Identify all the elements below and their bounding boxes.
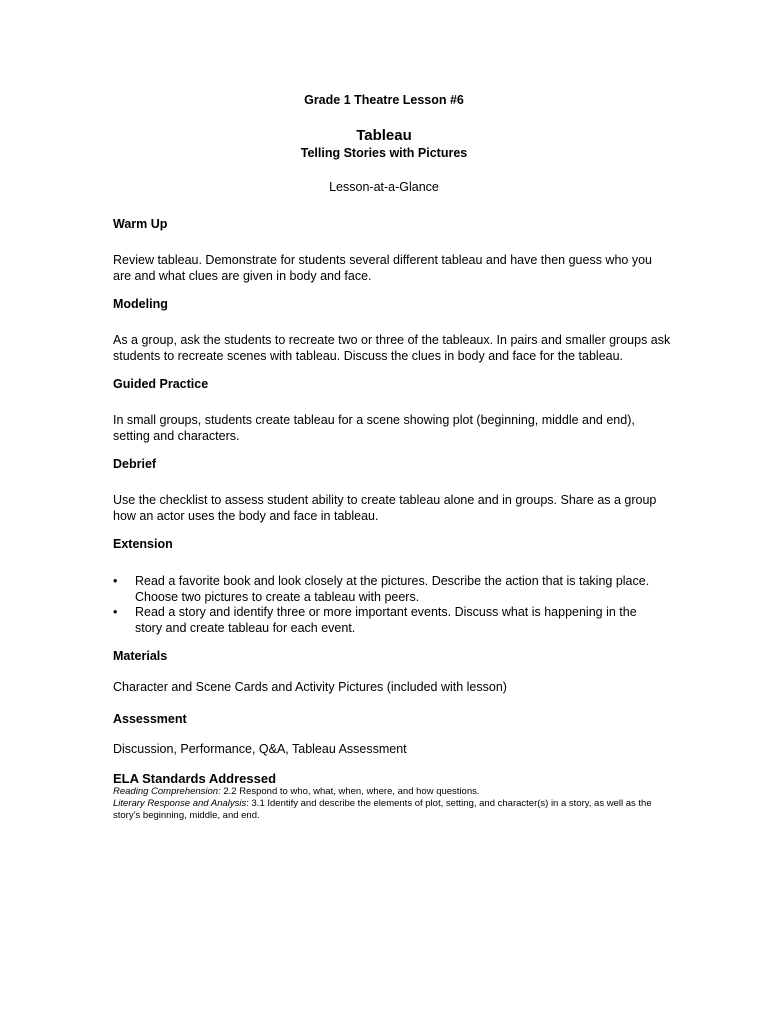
standard-category: Reading Comprehension:	[113, 786, 221, 797]
lesson-at-a-glance: Lesson-at-a-Glance	[329, 180, 439, 194]
modeling-text: As a group, ask the students to recreate two or three of the tableaux. In pairs and smaller groups ask students to recreate scenes with tableau. Discuss the clues in body and face for the tableau.	[113, 333, 671, 363]
assessment-heading: Assessment	[113, 712, 187, 726]
ela-standards-list	[113, 786, 673, 822]
guided-practice-text: In small groups, students create tableau for a scene showing plot (beginning, middle and end), setting and characters.	[113, 413, 635, 443]
list-item	[113, 574, 653, 605]
standard-text: : 3.1 Identify and describe the elements of plot, setting, and character(s) in a story, as well as the story’s beginning, middle, and end.	[113, 798, 652, 821]
modeling-heading: Modeling	[113, 297, 168, 311]
materials-heading: Materials	[113, 649, 168, 663]
guided-practice-heading: Guided Practice	[113, 377, 209, 391]
standard-text: 2.2 Respond to who, what, when, where, and how questions.	[220, 786, 480, 797]
materials-text: Character and Scene Cards and Activity Pictures (included with lesson)	[113, 680, 507, 694]
standard-category: Literary Response and Analysis	[113, 798, 247, 809]
bullet-icon: •	[113, 574, 118, 588]
lesson-title: Tableau	[356, 127, 412, 144]
warm-up-heading: Warm Up	[113, 217, 168, 231]
extension-item-text: Read a story and identify three or more important events. Discuss what is happening in the story and create tableau for each event.	[135, 605, 637, 635]
bullet-icon: •	[113, 605, 118, 619]
standard-item	[113, 798, 673, 822]
extension-item-text: Read a favorite book and look closely at the pictures. Describe the action that is taking place. Choose two pictures to create a tableau with peers.	[135, 574, 650, 604]
standard-item	[113, 786, 673, 798]
warm-up-text: Review tableau. Demonstrate for students several different tableau and have then guess who you are and what clues are given in body and face.	[113, 253, 652, 283]
lesson-header: Grade 1 Theatre Lesson #6	[304, 93, 464, 107]
lesson-subtitle: Telling Stories with Pictures	[300, 146, 468, 160]
ela-standards-heading: ELA Standards Addressed	[113, 771, 277, 786]
extension-list	[113, 574, 653, 636]
list-item	[113, 605, 653, 636]
debrief-heading: Debrief	[113, 457, 157, 471]
assessment-text: Discussion, Performance, Q&A, Tableau Assessment	[113, 742, 407, 756]
extension-heading: Extension	[113, 537, 173, 551]
debrief-text: Use the checklist to assess student ability to create tableau alone and in groups. Share as a group how an actor uses the body and face in tableau.	[113, 493, 657, 523]
